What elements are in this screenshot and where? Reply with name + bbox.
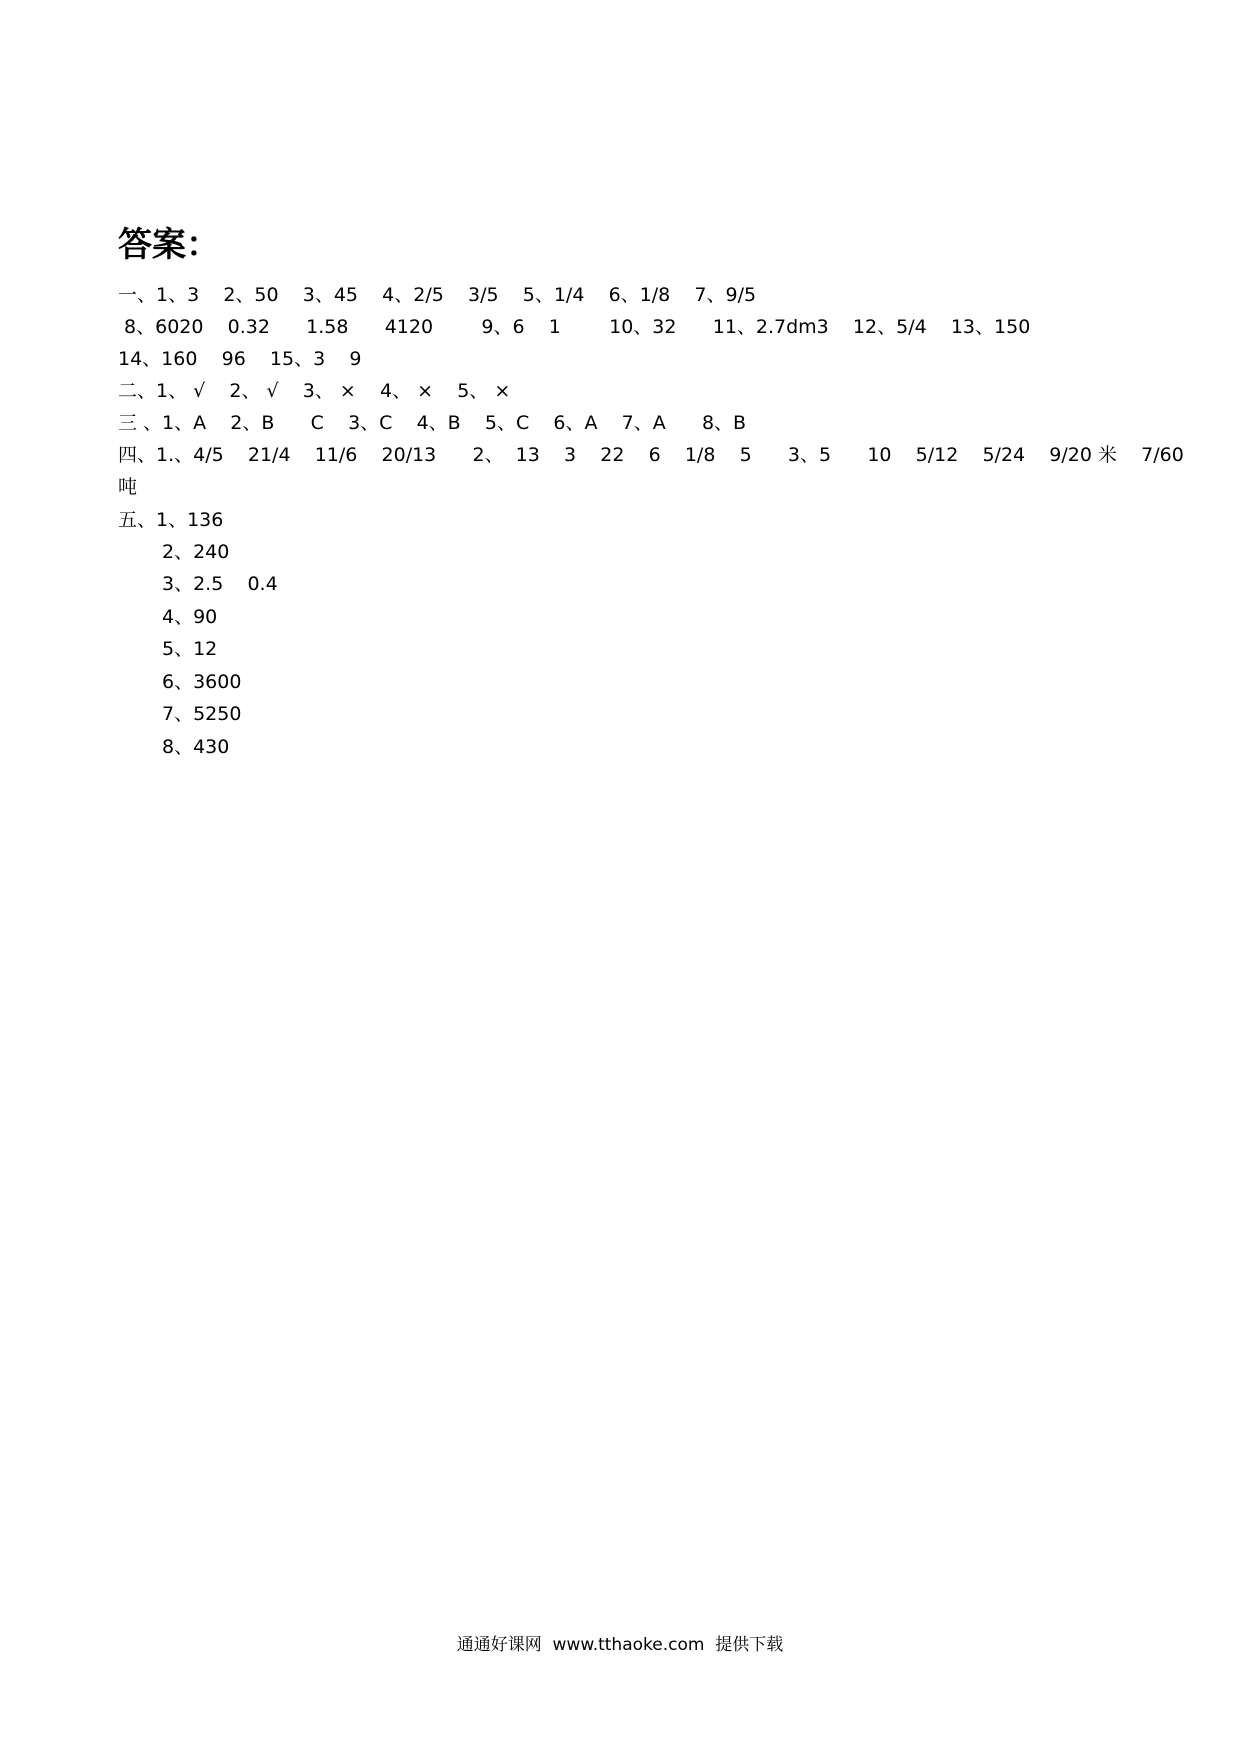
answer-line-section-5-item-3: 3、2.5 0.4	[162, 573, 278, 595]
footer-text: 通通好课网 www.tthaoke.com 提供下载	[456, 1635, 784, 1655]
answer-line-section-5-item-2: 2、240	[162, 541, 230, 563]
answer-line-section-5-item-4: 4、90	[162, 606, 218, 628]
answer-title: 答案：	[118, 225, 220, 265]
answer-line-section-4-wrap: 吨	[118, 476, 138, 498]
answer-line-section-5-item-6: 6、3600	[162, 671, 242, 693]
answer-line-section-1-part-1: 一、1、3 2、50 3、45 4、2/5 3/5 5、1/4 6、1/8 7、9/5	[118, 284, 757, 306]
answer-line-section-5-item-7: 7、5250	[162, 703, 242, 725]
answer-line-section-5-item-5: 5、12	[162, 638, 218, 660]
answer-line-section-1-part-3: 14、160 96 15、3 9	[118, 348, 362, 370]
answer-line-section-5-item-8: 8、430	[162, 736, 230, 758]
answer-line-section-1-part-2: 8、6020 0.32 1.58 4120 9、6 1 10、32 11、2.7dm3 12、5/4 13、150	[118, 316, 1031, 338]
answer-line-section-5-item-1: 五、1、136	[118, 509, 224, 531]
answer-line-section-4: 四、1.、4/5 21/4 11/6 20/13 2、 13 3 22 6 1/8 5 3、5 10 5/12 5/24 9/20 米 7/60	[118, 444, 1184, 466]
answer-line-section-3: 三 、1、A 2、B C 3、C 4、B 5、C 6、A 7、A 8、B	[118, 412, 747, 434]
answer-line-section-2: 二、1、 √ 2、 √ 3、 × 4、 × 5、 ×	[118, 380, 511, 402]
